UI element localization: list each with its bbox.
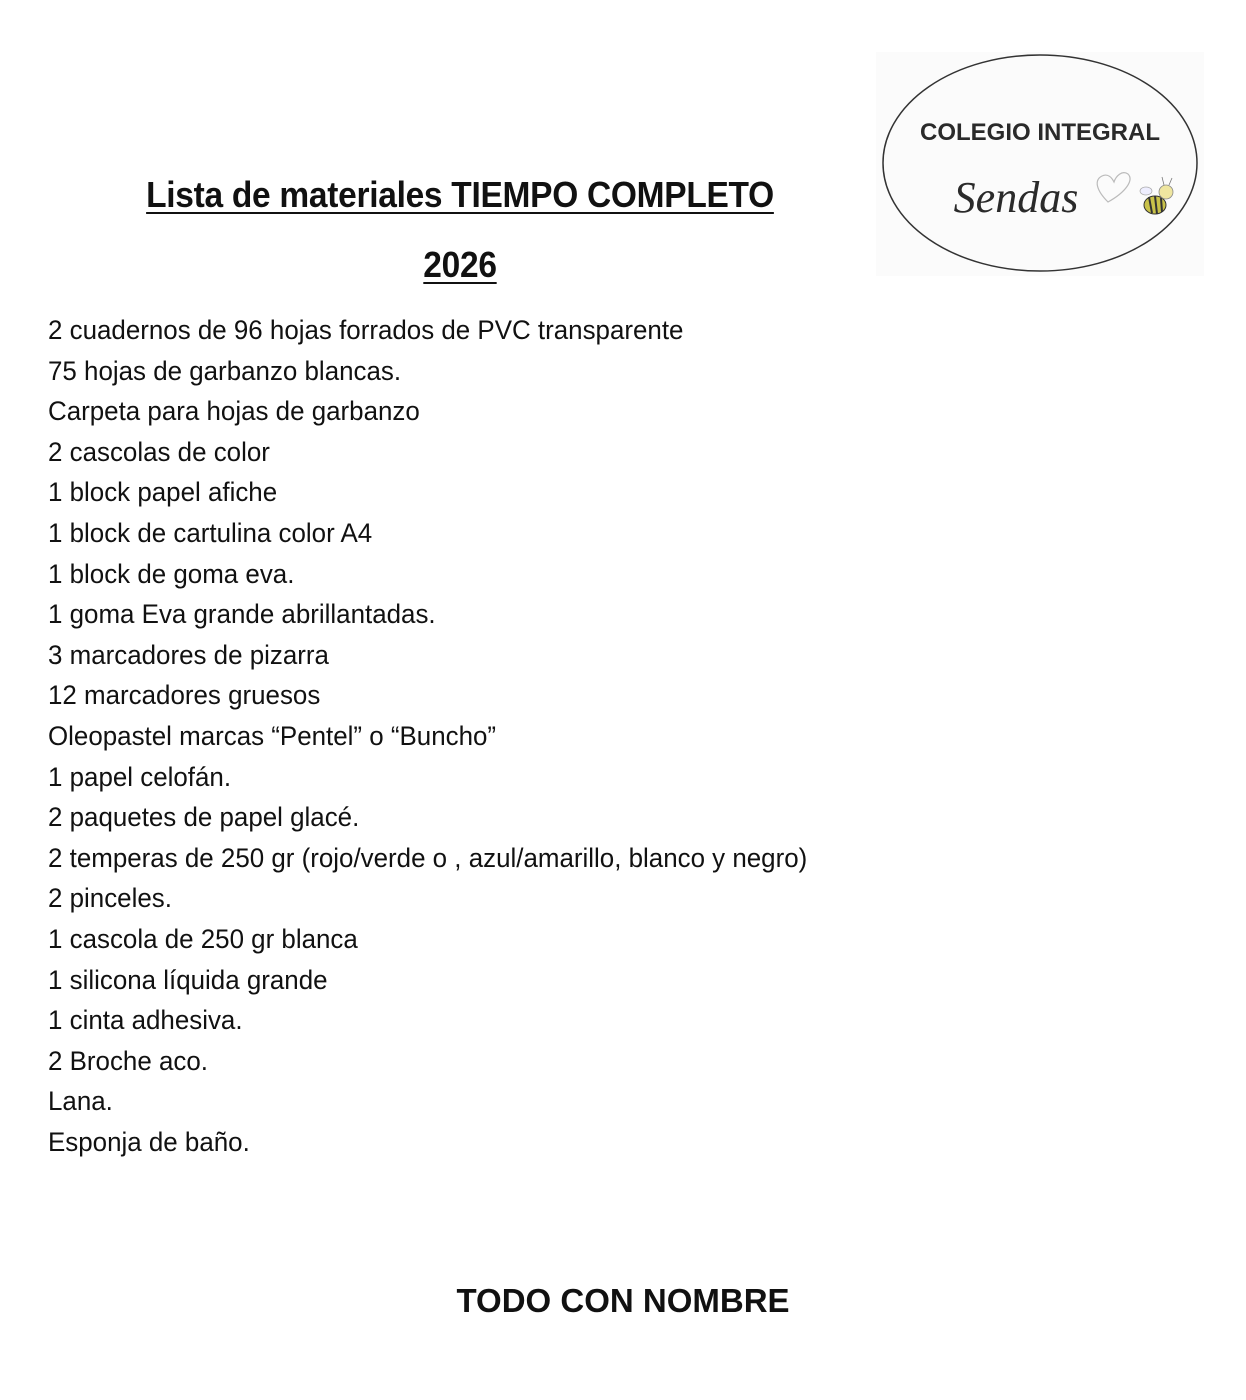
page-title xyxy=(40,160,880,300)
logo-top-text: COLEGIO INTEGRAL xyxy=(920,119,1160,146)
list-item: 1 block de cartulina color A4 xyxy=(48,517,373,548)
list-item: 1 goma Eva grande abrillantadas. xyxy=(48,599,436,630)
list-item: 12 marcadores gruesos xyxy=(48,680,321,711)
list-item: 2 pinceles. xyxy=(48,883,172,914)
list-item: 1 cinta adhesiva. xyxy=(48,1005,243,1036)
list-item: 1 block papel afiche xyxy=(48,477,278,508)
list-item: 2 temperas de 250 gr (rojo/verde o , azul/amarillo, blanco y negro) xyxy=(48,842,808,873)
list-item: 75 hojas de garbanzo blancas. xyxy=(48,355,402,386)
list-item: Carpeta para hojas de garbanzo xyxy=(48,396,420,427)
school-logo xyxy=(876,52,1204,276)
list-item: 2 cuadernos de 96 hojas forrados de PVC transparente xyxy=(48,315,684,345)
logo-script-text: Sendas xyxy=(953,173,1079,222)
materials-list xyxy=(48,310,839,1162)
list-item: 1 block de goma eva. xyxy=(48,558,295,589)
list-item: Lana. xyxy=(48,1086,113,1117)
list-item: 1 cascola de 250 gr blanca xyxy=(48,923,358,954)
heart-outline-icon xyxy=(1097,173,1130,202)
title-year: 2026 xyxy=(423,244,497,285)
list-item: 1 papel celofán. xyxy=(48,761,232,792)
list-item: 2 Broche aco. xyxy=(48,1045,208,1076)
list-item: 3 marcadores de pizarra xyxy=(48,639,329,670)
logo-ellipse xyxy=(883,55,1197,271)
list-item: Esponja de baño. xyxy=(48,1126,250,1157)
list-item: 2 cascolas de color xyxy=(48,436,270,467)
list-item: Oleopastel marcas “Pentel” o “Buncho” xyxy=(48,720,497,751)
list-item: 1 silicona líquida grande xyxy=(48,964,328,995)
footer-note: TODO CON NOMBRE xyxy=(456,1282,790,1319)
bee-icon xyxy=(1140,177,1173,214)
title-line-1: Lista de materiales TIEMPO COMPLETO xyxy=(146,174,774,215)
list-item: 2 paquetes de papel glacé. xyxy=(48,802,360,833)
